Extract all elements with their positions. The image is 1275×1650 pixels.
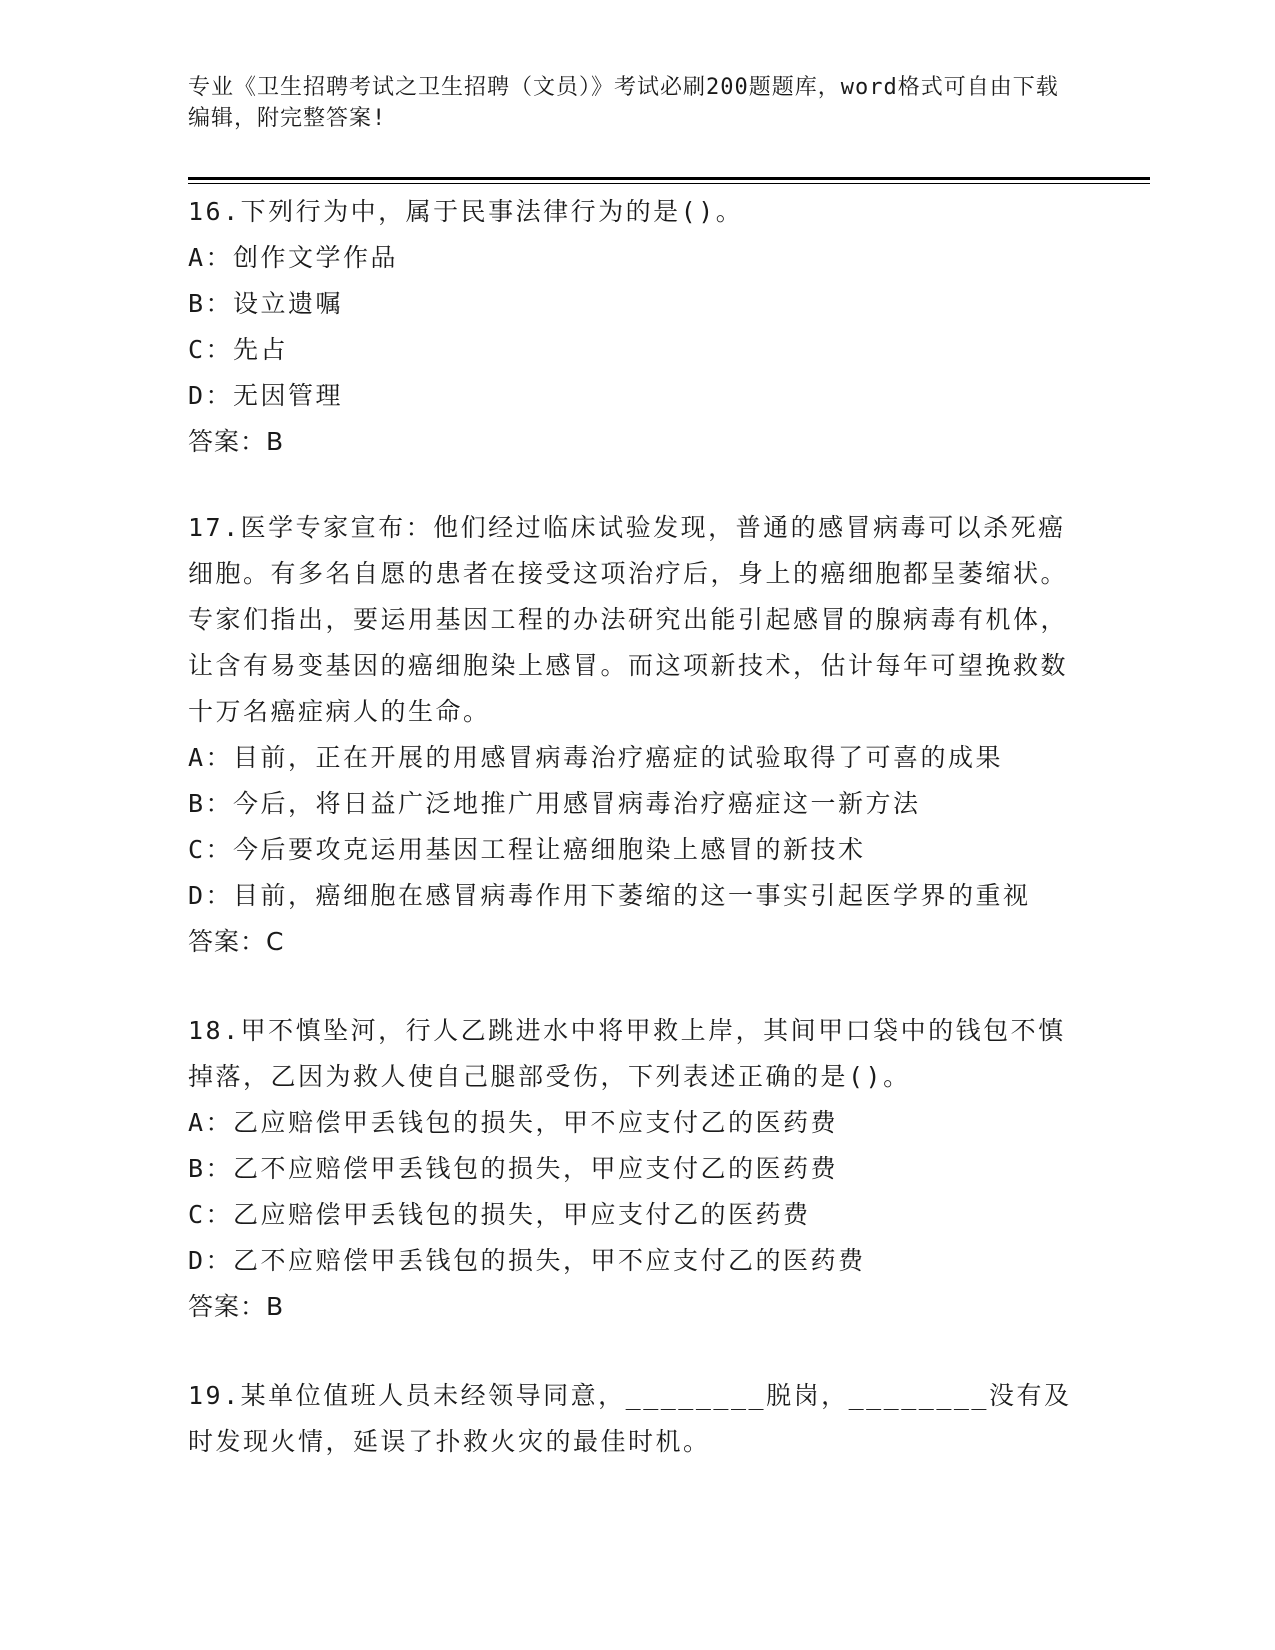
answer-line: 答案：C	[188, 927, 285, 956]
option-a: A：创作文学作品	[188, 243, 399, 272]
header-rule-thick	[188, 177, 1150, 180]
option-a: A：目前，正在开展的用感冒病毒治疗癌症的试验取得了可喜的成果	[188, 743, 1004, 772]
question-17	[188, 505, 1078, 965]
document-header: 专业《卫生招聘考试之卫生招聘（文员）》考试必刷200题题库，word格式可自由下载编辑，附完整答案!	[188, 75, 1059, 131]
option-b: B：乙不应赔偿甲丢钱包的损失，甲应支付乙的医药费	[188, 1154, 839, 1183]
question-text: 16.下列行为中，属于民事法律行为的是()。	[188, 197, 744, 226]
question-16	[188, 189, 1078, 465]
option-b: B：今后，将日益广泛地推广用感冒病毒治疗癌症这一新方法	[188, 789, 921, 818]
question-text: 17.医学专家宣布：他们经过临床试验发现，普通的感冒病毒可以杀死癌细胞。有多名自愿的患者在接受这项治疗后，身上的癌细胞都呈萎缩状。专家们指出，要运用基因工程的办法研究出能引起感冒的腺病毒有机体，让含有易变基因的癌细胞染上感冒。而这项新技术，估计每年可望挽救数十万名癌症病人的生命。	[188, 513, 1069, 726]
answer-line: 答案：B	[188, 427, 285, 456]
option-b: B：设立遗嘱	[188, 289, 344, 318]
header-rule-thin	[188, 183, 1150, 184]
option-c: C：今后要攻克运用基因工程让癌细胞染上感冒的新技术	[188, 835, 866, 864]
option-c: C：乙应赔偿甲丢钱包的损失，甲应支付乙的医药费	[188, 1200, 811, 1229]
question-18	[188, 1008, 1078, 1330]
option-d: D：乙不应赔偿甲丢钱包的损失，甲不应支付乙的医药费	[188, 1246, 866, 1275]
question-19	[188, 1373, 1078, 1465]
option-a: A：乙应赔偿甲丢钱包的损失，甲不应支付乙的医药费	[188, 1108, 839, 1137]
option-c: C：先占	[188, 335, 289, 364]
answer-line: 答案：B	[188, 1292, 285, 1321]
question-text: 19.某单位值班人员未经领导同意，________脱岗，________没有及时发现火情，延误了扑救火灾的最佳时机。	[188, 1381, 1072, 1456]
option-d: D：无因管理	[188, 381, 344, 410]
question-text: 18.甲不慎坠河，行人乙跳进水中将甲救上岸，其间甲口袋中的钱包不慎掉落，乙因为救人使自己腿部受伤，下列表述正确的是()。	[188, 1016, 1066, 1091]
option-d: D：目前，癌细胞在感冒病毒作用下萎缩的这一事实引起医学界的重视	[188, 881, 1031, 910]
